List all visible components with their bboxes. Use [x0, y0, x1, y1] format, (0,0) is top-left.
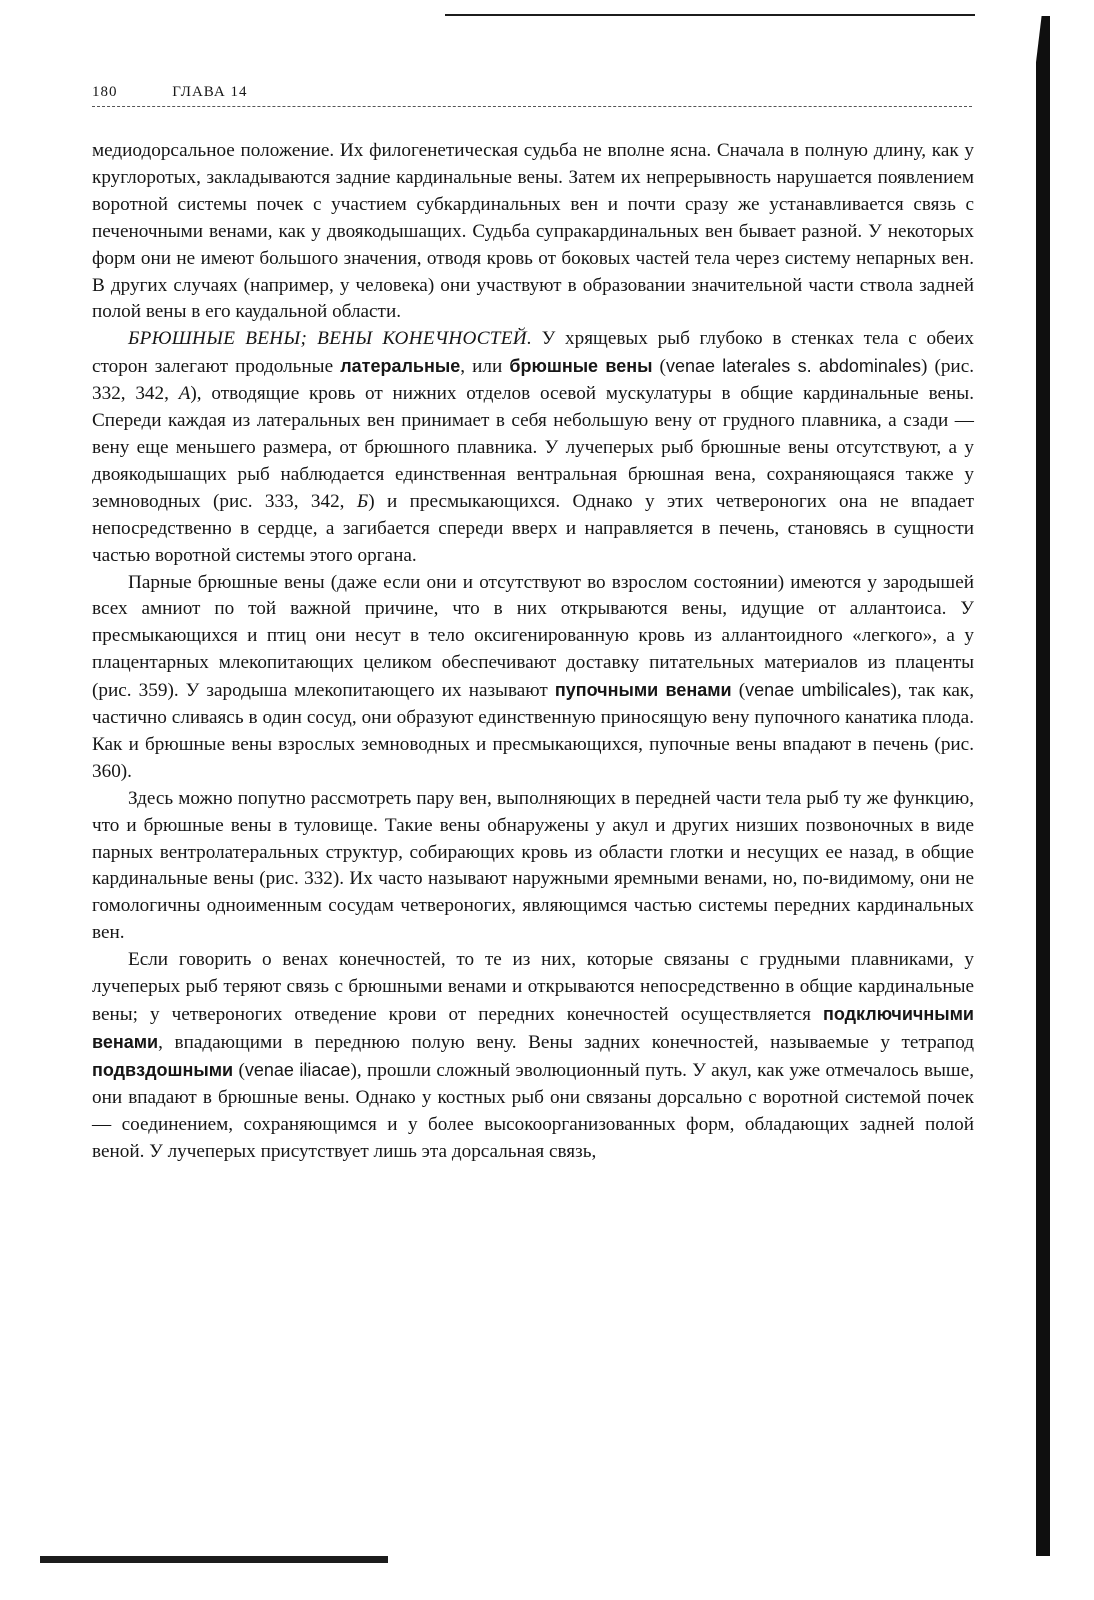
paragraph: Если говорить о венах конечностей, то те из них, которые связаны с грудными плавниками, у лучеперых рыб теряют связь с брюшными венами и открываются непосредственно в общие кардинальные вены; у четвероногих отведение крови от передних конечностей осуществляется подключичными венами, впадающими в переднюю полую вену. Вены задних конечностей, называемые у тетрапод подвздошными (venae iliacae), прошли сложный эволюционный путь. У акул, как уже отмечалось выше, они впадают в брюшные вены. Однако у костных рыб они связаны дорсально с воротной системой почек — соединением, сохраняющимся и у более высокоорганизованных форм, обладающих задней полой веной. У лучеперых присутствует лишь эта дорсальная связь, — [92, 949, 975, 1162]
section-heading: БРЮШНЫЕ ВЕНЫ; ВЕНЫ КОНЕЧНОСТЕЙ. — [128, 328, 533, 350]
scan-bottom-rule — [40, 1556, 388, 1563]
paragraph: Парные брюшные вены (даже если они и отсутствуют во взрослом состоянии) имеются у зародышей всех амниот по той важной причине, что в них открываются вены, идущие от аллантоиса. У пресмыкающихся и птиц они несут в тело оксигенированную кровь из аллантоидного «легкого», а у плацентарных млекопитающих целиком обеспечивают доставку питательных материалов из плаценты (рис. 359). У зародыша млекопитающего их называют пупочными венами (venae umbilicales), так как, частично сливаясь в один сосуд, они образуют единственную приносящую вену пупочного канатика плода. Как и брюшные вены взрослых земноводных и пресмыкающихся, пупочные вены впадают в печень (рис. 360). — [92, 571, 975, 782]
scan-page-edge — [1036, 16, 1050, 1556]
figure-letter: А — [178, 383, 191, 405]
latin-term: venae laterales s. abdominales — [665, 356, 921, 377]
bold-term: подвздошными — [92, 1059, 234, 1080]
latin-term: venae umbilicales — [745, 680, 891, 701]
body-text — [92, 138, 974, 1165]
paragraph: БРЮШНЫЕ ВЕНЫ; ВЕНЫ КОНЕЧНОСТЕЙ. У хрящевых рыб глубоко в стенках тела с обеих сторон залегают продольные латеральные, или брюшные вены (venae laterales s. abdominales) (рис. 332, 342, А), отводящие кровь от нижних отделов осевой мускулатуры в общие кардинальные вены. Спереди каждая из латеральных вен принимает в себя небольшую вену от грудного плавника, а сзади — вену еще меньшего размера, от брюшного плавника. У лучеперых рыб брюшные вены отсутствуют, а у двоякодышащих рыб наблюдается единственная вентральная брюшная вена, сохраняющаяся также у земноводных (рис. 333, 342, Б) и пресмыкающихся. Однако у этих четвероногих она не впадает непосредственно в сердце, а загибается спереди вверх и направляется в печень, становясь в сущности частью воротной системы этого органа. — [92, 328, 975, 566]
paragraph: Здесь можно попутно рассмотреть пару вен, выполняющих в передней части тела рыб ту же функцию, что и брюшные вены в туловище. Такие вены обнаружены у акул и других низших позвоночных в виде парных вентролатеральных структур, собирающих кровь из области глотки и несущих ее назад, в общие кардинальные вены (рис. 332). Их часто называют наружными яремными венами, но, по-видимому, они не гомологичны одноименным сосудам четвероногих, являющимся частью системы передних кардинальных вен. — [92, 787, 974, 944]
bold-term: подключичными венами — [92, 1004, 974, 1052]
figure-letter: Б — [356, 490, 369, 512]
running-header — [92, 84, 247, 101]
chapter-title: ГЛАВА 14 — [172, 84, 248, 100]
header-rule — [92, 106, 972, 107]
bold-term: латеральные — [340, 356, 461, 377]
bold-term: брюшные вены — [509, 356, 653, 377]
paragraph: медиодорсальное положение. Их филогенетическая судьба не вполне ясна. Сначала в полную длину, как у круглоротых, закладываются задние кардинальные вены. Затем их непрерывность нарушается появлением воротной системы почек с участием субкардинальных вен и почти сразу же устанавливается связь с печеночными венами, как у двоякодышащих. Судьба супракардинальных вен бывает разной. У некоторых форм они не имеют большого значения, отводя кровь от боковых частей тела через систему непарных вен. В других случаях (например, у человека) они участвуют в образовании значительной части ствола задней полой вены в его каудальной области. — [92, 140, 974, 323]
bold-term: пупочными венами — [554, 680, 732, 701]
page-number: 180 — [92, 84, 118, 100]
scan-top-rule — [445, 14, 975, 16]
latin-term: venae iliacae — [244, 1059, 351, 1080]
